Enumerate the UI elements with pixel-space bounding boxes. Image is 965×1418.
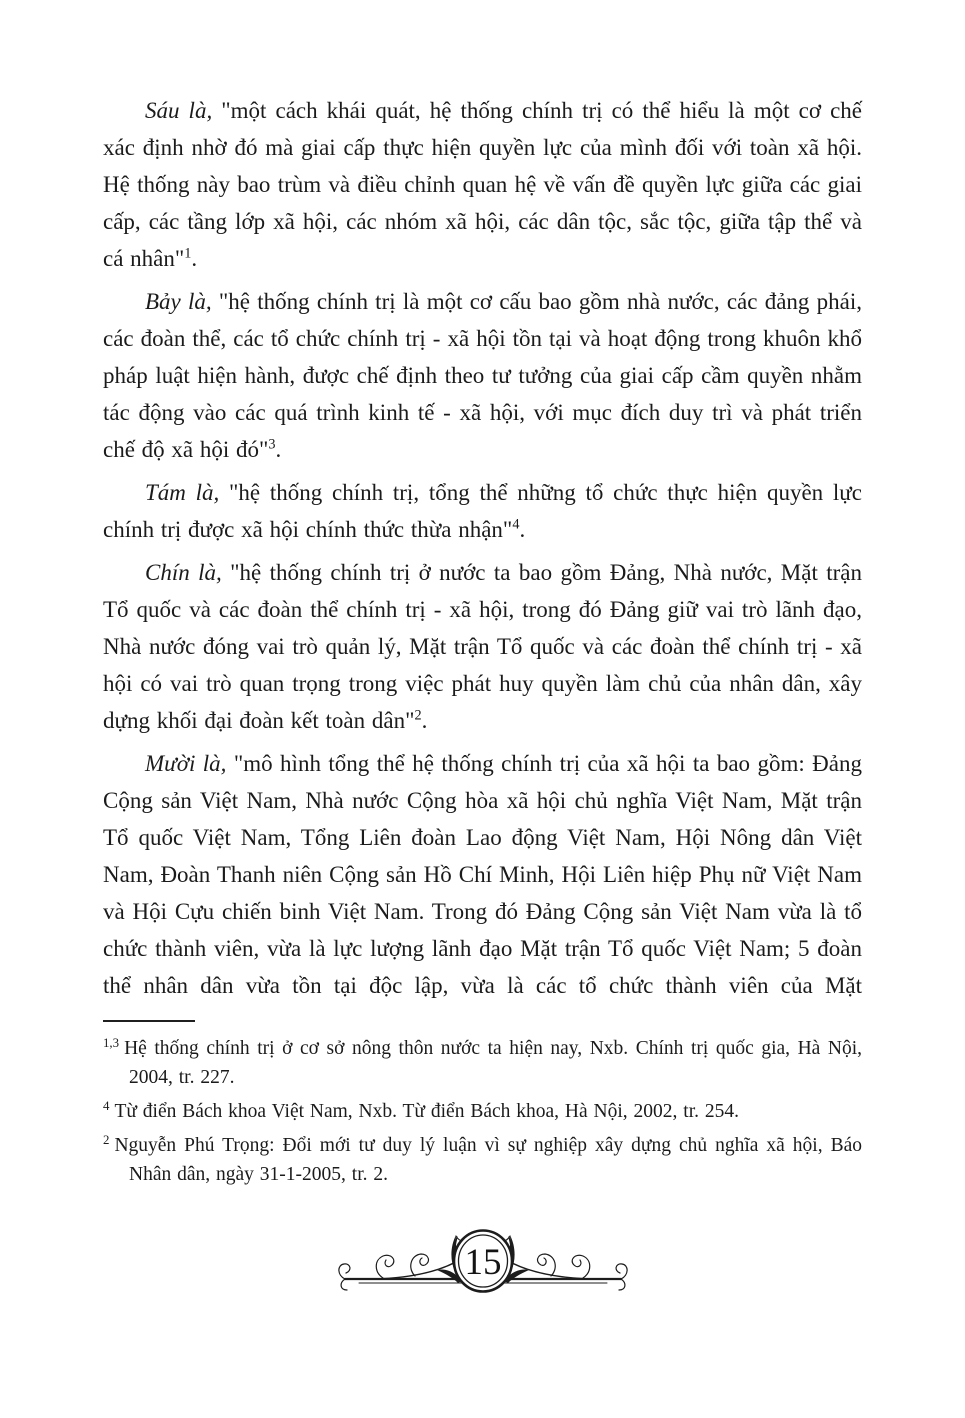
page-number-ornament [333,1215,633,1311]
paragraph-lead: Tám là, [145,480,220,505]
footnote-text: Từ điển Bách khoa Việt Nam, Nxb. Từ điển Bách khoa, Hà Nội, 2002, tr. 254. [114,1101,739,1122]
paragraph-tam-la [103,474,862,548]
paragraph-lead: Bảy là, [145,289,212,314]
paragraph-text: "một cách khái quát, hệ thống chính trị có thể hiểu là một cơ chế xác định nhờ đó mà giai cấp thực hiện quyền lực của mình đối với toàn xã hội. Hệ thống này bao trùm và điều chỉnh quan hệ về vấn đề quyền lực giữa các giai cấp, các tầng lớp xã hội, các nhóm xã hội, các dân tộc, sắc tộc, giữa tập thể và cá nhân" [103,98,863,271]
paragraph-muoi-la [103,745,862,1004]
footnote-reference: 2 [414,707,422,724]
footnote [103,1131,862,1189]
footnote-text: Hệ thống chính trị ở cơ sở nông thôn nước ta hiện nay, Nxb. Chính trị quốc gia, Hà Nội, 2004, tr. 227. [124,1038,862,1088]
footnote-marker: 2 [103,1132,110,1147]
paragraph-lead: Chín là, [145,560,222,585]
footnote-reference: 3 [268,436,276,453]
paragraph-lead: Mười là, [145,751,227,776]
paragraph-tail: . [275,437,282,462]
paragraph-text: "hệ thống chính trị, tổng thể những tổ chức thực hiện quyền lực chính trị được xã hội chính thức thừa nhận" [103,480,862,542]
page-content [103,92,862,1004]
page-number: 15 [464,1242,501,1283]
footnote-divider [103,1020,195,1022]
footnote-reference: 4 [512,516,520,533]
footnote-marker: 1,3 [103,1035,120,1050]
paragraph-text: "mô hình tổng thể hệ thống chính trị của xã hội ta bao gồm: Đảng Cộng sản Việt Nam, Nhà nước Cộng hòa xã hội chủ nghĩa Việt Nam, Mặt trận Tổ quốc Việt Nam, Tổng Liên đoàn Lao động Việt Nam, Hội Nông dân Việt Nam, Đoàn Thanh niên Cộng sản Hồ Chí Minh, Hội Liên hiệp Phụ nữ Việt Nam và Hội Cựu chiến binh Việt Nam. Trong đó Đảng Cộng sản Việt Nam vừa là tổ chức thành viên, vừa là lực lượng lãnh đạo Mặt trận Tổ quốc Việt Nam; 5 đoàn thể nhân dân vừa tồn tại độc lập, vừa là các tổ chức thành viên của Mặt [103,751,862,998]
paragraph-tail: . [421,708,428,733]
paragraph-chin-la [103,554,862,739]
flourish-graphic [333,1215,633,1311]
footnote-text: Nguyễn Phú Trọng: Đổi mới tư duy lý luận vì sự nghiệp xây dựng chủ nghĩa xã hội, Báo Nhân dân, ngày 31-1-2005, tr. 2. [114,1135,862,1185]
paragraph-sau-la [103,92,862,277]
footnote-marker: 4 [103,1098,110,1113]
footnote [103,1034,862,1092]
paragraph-lead: Sáu là, [145,98,213,123]
paragraph-tail: . [519,517,526,542]
paragraph-tail: . [191,246,198,271]
footnote-reference: 1 [184,245,192,262]
footnotes-section [103,1020,862,1189]
paragraph-text: "hệ thống chính trị là một cơ cấu bao gồm nhà nước, các đảng phái, các đoàn thể, các tổ chức chính trị - xã hội tồn tại và hoạt động trong khuôn khổ pháp luật hiện hành, được chế định theo tư tưởng của giai cấp cầm quyền nhằm tác động vào các quá trình kinh tế - xã hội, với mục đích duy trì và phát triển chế độ xã hội đó" [103,289,862,462]
paragraph-text: "hệ thống chính trị ở nước ta bao gồm Đảng, Nhà nước, Mặt trận Tổ quốc và các đoàn thể chính trị - xã hội, trong đó Đảng giữ vai trò lãnh đạo, Nhà nước đóng vai trò quản lý, Mặt trận Tổ quốc và các đoàn thể chính trị - xã hội có vai trò quan trọng trong việc phát huy quyền làm chủ của nhân dân, xây dựng khối đại đoàn kết toàn dân" [103,560,862,733]
footnote [103,1097,862,1126]
paragraph-bay-la [103,283,862,468]
